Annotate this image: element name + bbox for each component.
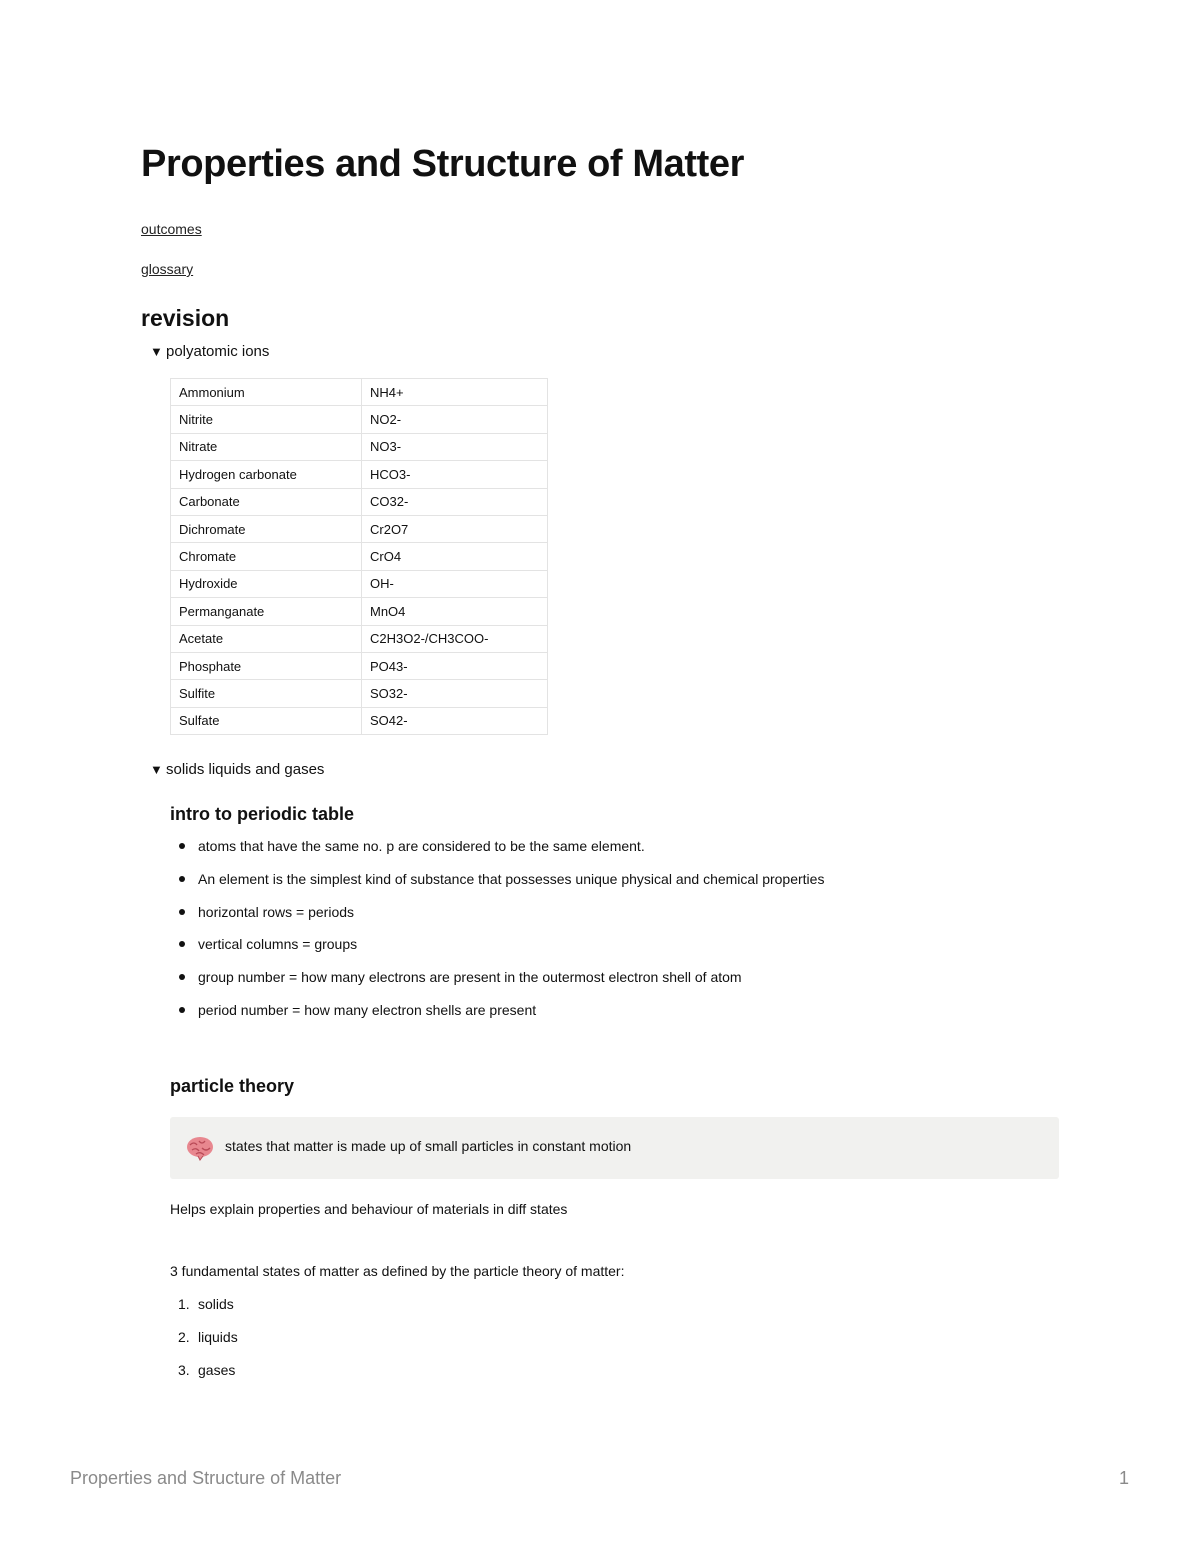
footer-page-number: 1 — [1118, 1468, 1129, 1488]
periodic-table-heading: intro to periodic table — [170, 804, 355, 824]
glossary-link[interactable]: glossary — [141, 261, 194, 277]
toggle-label: polyatomic ions — [166, 343, 270, 360]
list-number: 3. — [178, 1361, 190, 1378]
ion-formula-cell: CrO4 — [362, 543, 548, 570]
table-row — [171, 652, 548, 679]
ion-name-cell: Nitrite — [171, 406, 362, 433]
table-row — [171, 379, 548, 406]
ion-formula-cell: PO43- — [362, 652, 548, 679]
ion-formula-cell: CO32- — [362, 488, 548, 515]
ion-formula-cell: NO3- — [362, 433, 548, 460]
list-item: horizontal rows = periods — [170, 900, 824, 933]
ion-formula-cell: OH- — [362, 570, 548, 597]
list-item: atoms that have the same no. p are considered to be the same element. — [170, 834, 824, 867]
page-title: Properties and Structure of Matter — [141, 143, 744, 185]
ion-name-cell: Hydroxide — [171, 570, 362, 597]
ion-name-cell: Ammonium — [171, 379, 362, 406]
ion-name-cell: Phosphate — [171, 652, 362, 679]
table-row — [171, 433, 548, 460]
ion-name-cell: Carbonate — [171, 488, 362, 515]
ion-name-cell: Permanganate — [171, 598, 362, 625]
table-row — [171, 680, 548, 707]
table-row — [171, 570, 548, 597]
periodic-bullet-list — [170, 834, 824, 1031]
ion-formula-cell: MnO4 — [362, 598, 548, 625]
ion-formula-cell: NH4+ — [362, 379, 548, 406]
ion-name-cell: Acetate — [171, 625, 362, 652]
ion-formula-cell: C2H3O2-/CH3COO- — [362, 625, 548, 652]
states-list — [170, 1294, 238, 1392]
list-item: An element is the simplest kind of substance that possesses unique physical and chemical properties — [170, 867, 824, 900]
table-row — [171, 625, 548, 652]
polyatomic-ions-table — [170, 378, 548, 735]
ion-name-cell: Sulfate — [171, 707, 362, 734]
paragraph: Helps explain properties and behaviour of materials in diff states — [170, 1201, 568, 1217]
toggle-polyatomic-ions[interactable] — [150, 342, 269, 362]
list-item: period number = how many electron shells are present — [170, 998, 824, 1031]
ion-name-cell: Hydrogen carbonate — [171, 461, 362, 488]
list-item — [170, 1360, 238, 1393]
list-number: 1. — [178, 1296, 190, 1312]
list-item: vertical columns = groups — [170, 932, 824, 965]
list-label: liquids — [198, 1328, 238, 1345]
triangle-down-icon: ▼ — [150, 344, 163, 359]
ion-formula-cell: Cr2O7 — [362, 515, 548, 542]
list-item — [170, 1327, 238, 1360]
ion-formula-cell: SO32- — [362, 680, 548, 707]
outcomes-link[interactable]: outcomes — [141, 221, 202, 237]
ion-formula-cell: NO2- — [362, 406, 548, 433]
list-label: gases — [198, 1361, 236, 1378]
table-row — [171, 488, 548, 515]
ion-name-cell: Dichromate — [171, 515, 362, 542]
list-label: solids — [198, 1296, 234, 1312]
table-row — [171, 461, 548, 488]
callout-text: states that matter is made up of small particles in constant motion — [225, 1138, 632, 1154]
footer-title: Properties and Structure of Matter — [70, 1468, 342, 1488]
table-row — [171, 707, 548, 734]
ion-formula-cell: HCO3- — [362, 461, 548, 488]
paragraph: 3 fundamental states of matter as defined by the particle theory of matter: — [170, 1263, 625, 1279]
ion-name-cell: Sulfite — [171, 680, 362, 707]
table-row — [171, 406, 548, 433]
callout-box — [170, 1117, 1059, 1179]
ion-name-cell: Nitrate — [171, 433, 362, 460]
revision-heading: revision — [141, 305, 230, 331]
table-row — [171, 515, 548, 542]
triangle-down-icon: ▼ — [150, 762, 163, 777]
particle-theory-heading: particle theory — [170, 1076, 295, 1096]
list-item: group number = how many electrons are present in the outermost electron shell of atom — [170, 965, 824, 998]
table-row — [171, 598, 548, 625]
toggle-label: solids liquids and gases — [166, 761, 325, 778]
list-number: 2. — [178, 1328, 190, 1345]
ion-formula-cell: SO42- — [362, 707, 548, 734]
toggle-solids-liquids-gases[interactable] — [150, 760, 324, 780]
brain-icon — [185, 1135, 215, 1161]
ion-name-cell: Chromate — [171, 543, 362, 570]
table-row — [171, 543, 548, 570]
list-item — [170, 1294, 238, 1327]
